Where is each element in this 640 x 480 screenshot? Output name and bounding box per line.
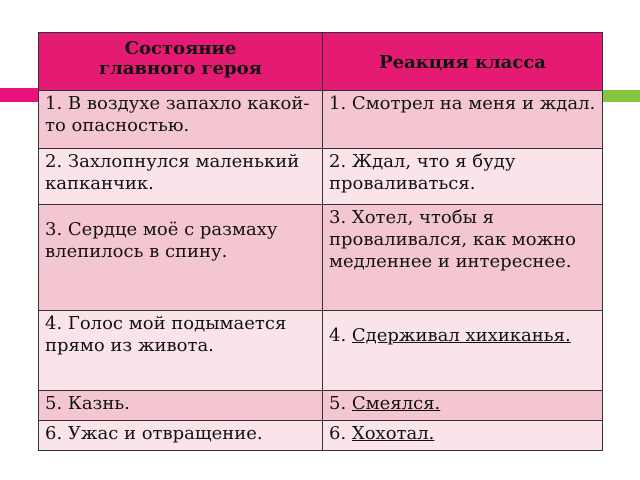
cell-state: 4. Голос мой подымается прямо из живота. <box>39 311 323 391</box>
cell-state: 3. Сердце моё с размаху влепилось в спину. <box>39 205 323 311</box>
cell-reaction: 1. Смотрел на меня и ждал. <box>323 91 603 149</box>
cell-state: 2. Захлопнулся маленький капканчик. <box>39 149 323 205</box>
decorative-bar-right <box>602 90 640 102</box>
reaction-number: 4. <box>329 325 352 346</box>
cell-reaction <box>323 421 603 451</box>
reaction-underlined: Сдерживал хихиканья. <box>351 325 571 346</box>
table-row <box>39 391 603 421</box>
table-row <box>39 311 603 391</box>
reaction-underlined: Смеялся. <box>351 393 441 414</box>
cell-state: 6. Ужас и отвращение. <box>39 421 323 451</box>
table-row <box>39 91 603 149</box>
comparison-table <box>38 32 603 451</box>
cell-reaction <box>323 311 603 391</box>
reaction-number: 6. <box>329 423 352 444</box>
table-row <box>39 421 603 451</box>
decorative-bar-left <box>0 88 40 102</box>
table-row <box>39 205 603 311</box>
cell-state: 1. В воздухе запахло какой-то опасностью. <box>39 91 323 149</box>
reaction-underlined: Хохотал. <box>351 423 435 444</box>
header-hero-state-line2: главного героя <box>99 58 262 79</box>
cell-reaction <box>323 391 603 421</box>
cell-reaction: 3. Хотел, чтобы я проваливался, как можно медленнее и интереснее. <box>323 205 603 311</box>
table-row <box>39 149 603 205</box>
header-hero-state <box>39 33 323 91</box>
cell-state: 5. Казнь. <box>39 391 323 421</box>
reaction-number: 5. <box>329 393 352 414</box>
table-header-row <box>39 33 603 91</box>
header-class-reaction: Реакция класса <box>323 33 603 91</box>
header-hero-state-line1: Состояние <box>124 38 237 59</box>
cell-reaction: 2. Ждал, что я буду проваливаться. <box>323 149 603 205</box>
